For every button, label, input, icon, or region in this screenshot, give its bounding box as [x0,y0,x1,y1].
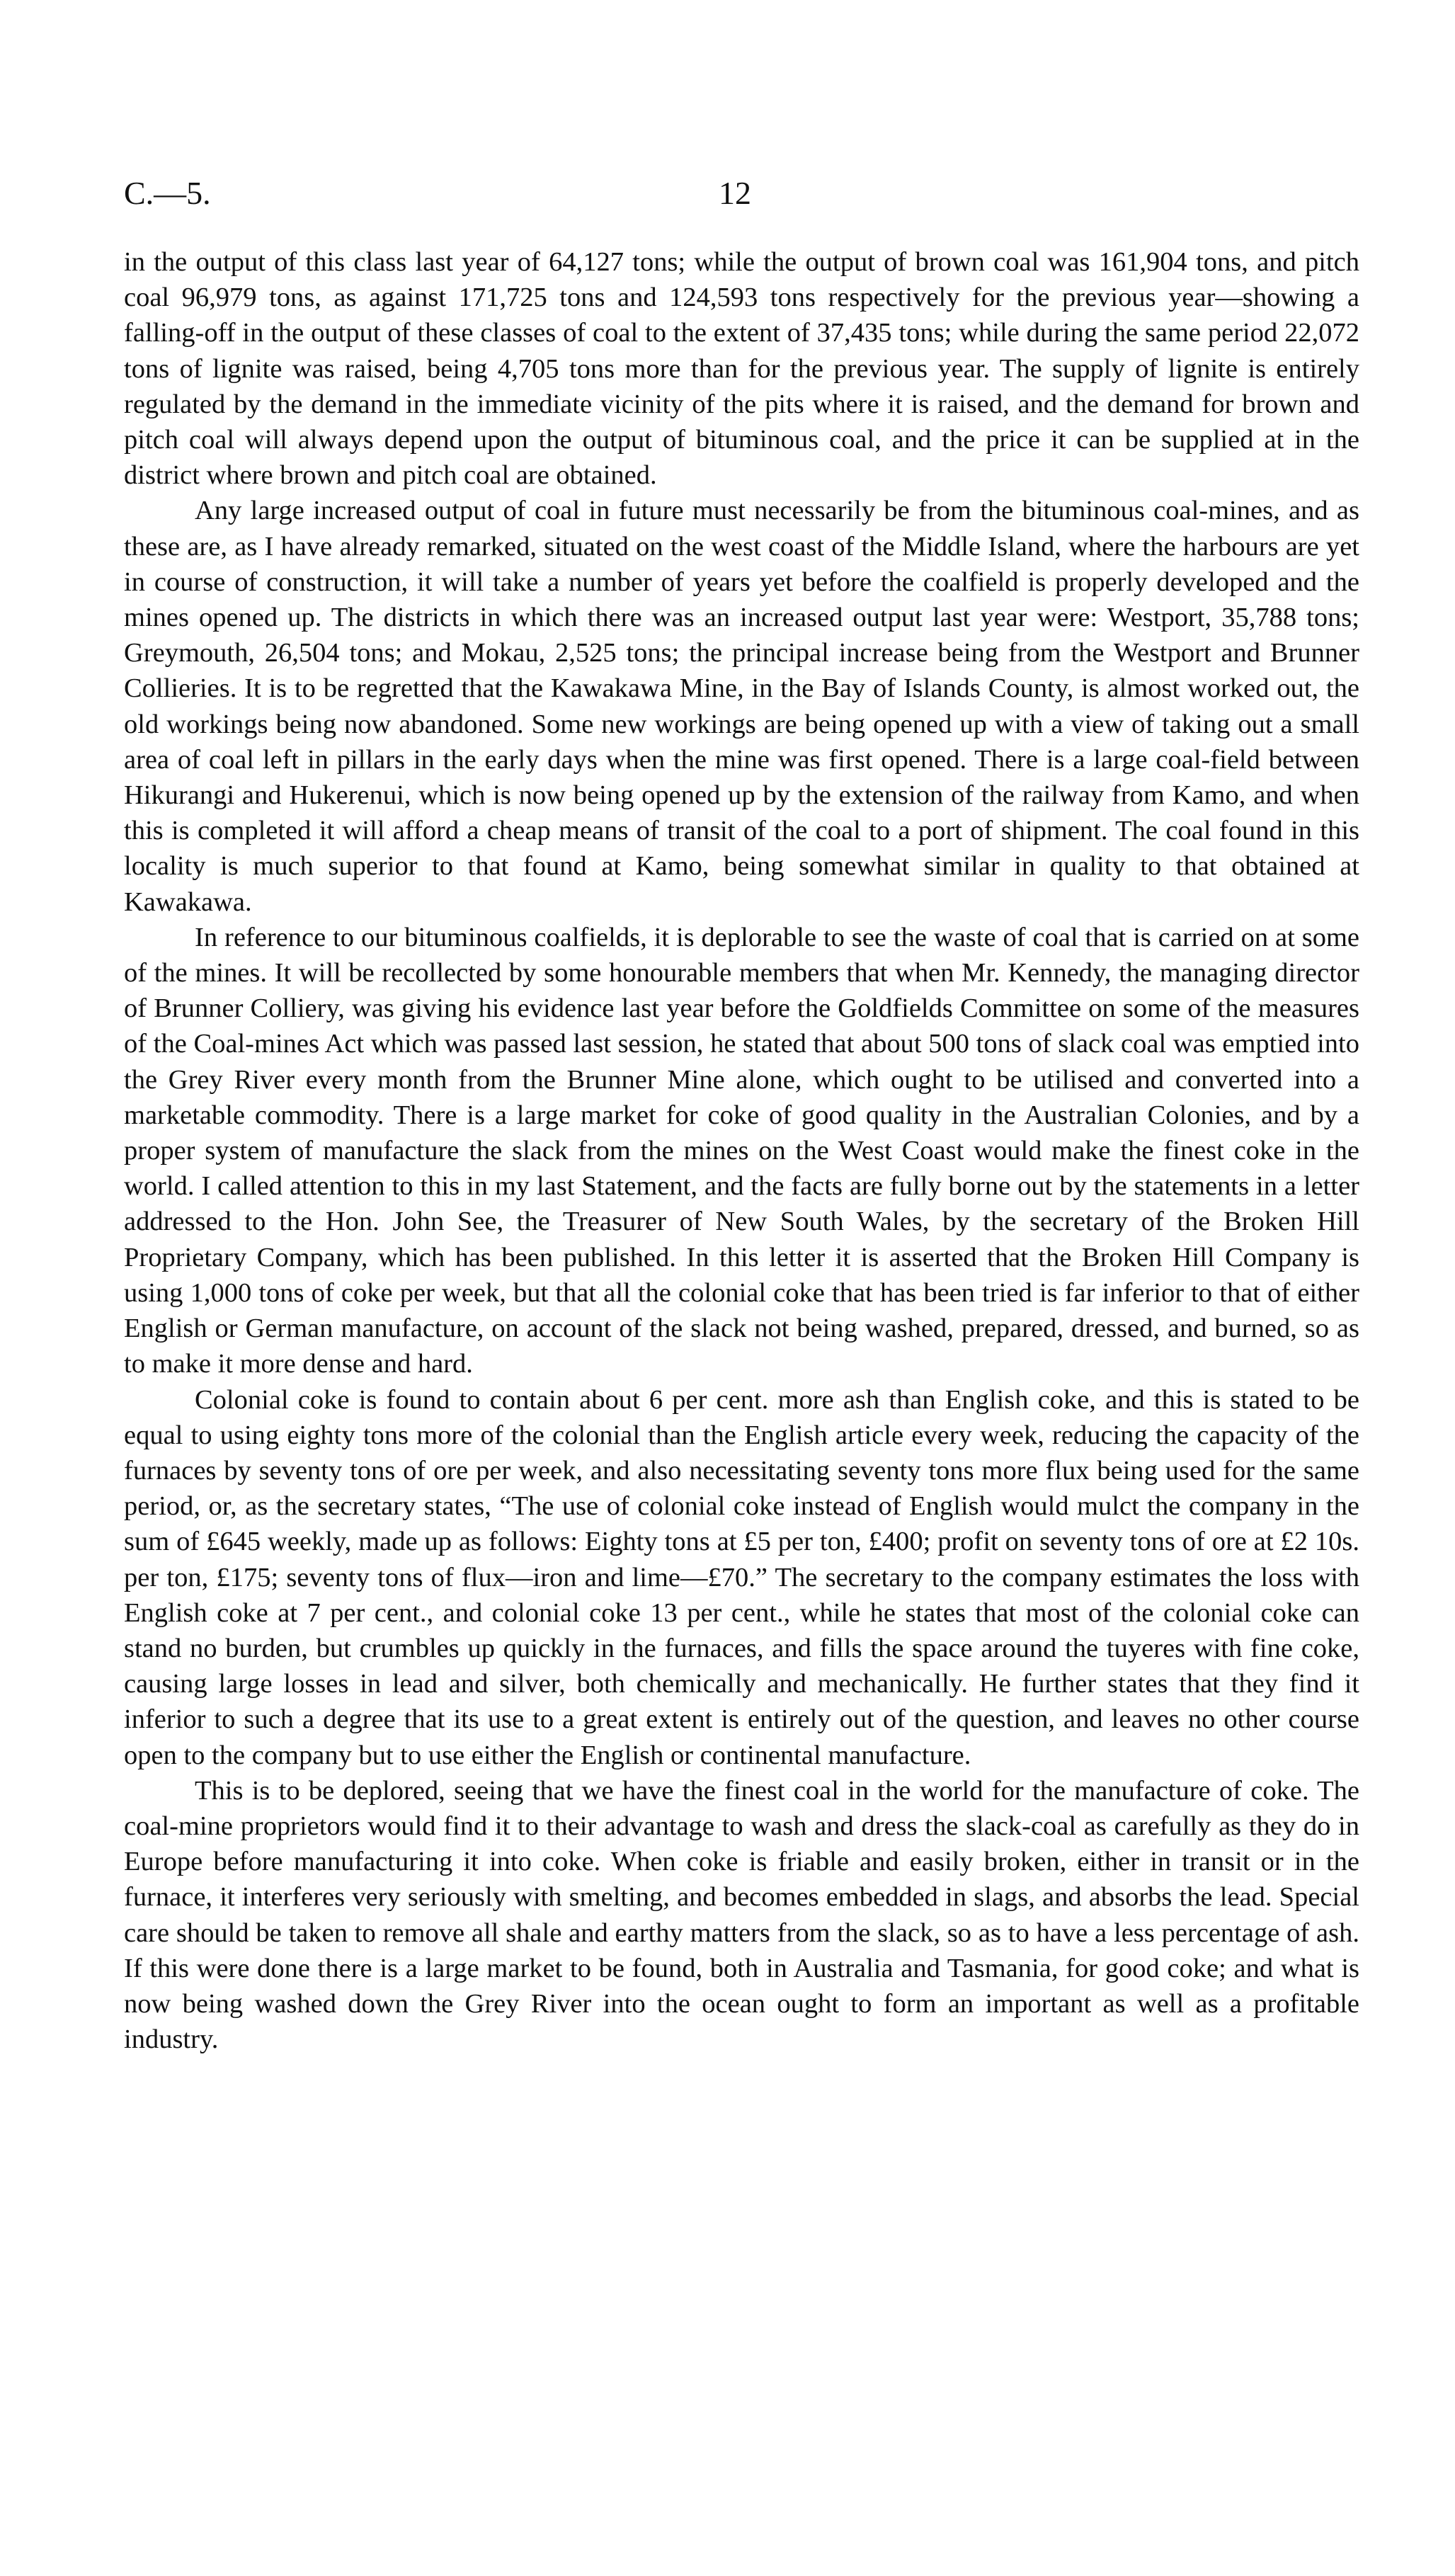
paragraph-continuation: in the output of this class last year of 64,127 tons; while the output of brown coal was 161,904 tons, and pitch coal 96,979 tons, as against 171,725 tons and 124,593 tons respectively for the previous year—showing a falling-off in the output of these classes of coal to the extent of 37,435 tons; while during the same period 22,072 tons of lignite was raised, being 4,705 tons more than for the previous year. The supply of lignite is entirely regulated by the demand in the immediate vicinity of the pits where it is raised, and the demand for brown and pitch coal will always depend upon the output of bituminous coal, and the price it can be supplied at in the district where brown and pitch coal are obtained. [124,247,1359,491]
body-text [124,244,1359,2057]
paragraph-bituminous-waste: In reference to our bituminous coalfields, it is deplorable to see the waste of coal that is carried on at some of the mines. It will be recollected by some honourable members that when Mr. Kennedy, the managing director of Brunner Colliery, was giving his evidence last year before the Goldfields Committee on some of the measures of the Coal-mines Act which was passed last session, he stated that about 500 tons of slack coal was emptied into the Grey River every month from the Brunner Mine alone, which ought to be utilised and converted into a marketable commodity. There is a large market for coke of good quality in the Australian Colonies, and by a proper system of manufacture the slack from the mines on the West Coast would make the finest coke in the world. I called attention to this in my last Statement, and the facts are fully borne out by the statements in a letter addressed to the Hon. John See, the Treasurer of New South Wales, by the secretary of the Broken Hill Proprietary Company, which has been published. In this letter it is asserted that the Broken Hill Company is using 1,000 tons of coke per week, but that all the colonial coke that has been tried is far inferior to that of either English or German manufacture, on account of the slack not being washed, prepared, dressed, and burned, so as to make it more dense and hard. [124,922,1359,1379]
document-reference: C.—5. [124,175,211,211]
page-number: 12 [719,175,751,211]
paragraph-colonial-coke: Colonial coke is found to contain about 6 per cent. more ash than English coke, and this is stated to be equal to using eighty tons more of the colonial than the English article every week, reducing the capacity of the furnaces by seventy tons of ore per week, and also necessitating seventy tons more flux being used for the same period, or, as the secretary states, “The use of colonial coke instead of English would mulct the company in the sum of £645 weekly, made up as follows: Eighty tons at £5 per ton, £400; profit on seventy tons of ore at £2 10s. per ton, £175; seventy tons of flux—iron and lime—£70.” The secretary to the company estimates the loss with English coke at 7 per cent., and colonial coke 13 per cent., while he states that most of the colonial coke can stand no burden, but crumbles up quickly in the furnaces, and fills the space around the tuyeres with fine coke, causing large losses in lead and silver, both chemically and mechanically. He further states that they find it inferior to such a degree that its use to a great extent is entirely out of the question, and leaves no other course open to the company but to use either the English or continental manufacture. [124,1384,1359,1770]
paragraph-conclusion: This is to be deplored, seeing that we have the finest coal in the world for the manufacture of coke. The coal-mine proprietors would find it to their advantage to wash and dress the slack-coal as carefully as they do in Europe before manufacturing it into coke. When coke is friable and easily broken, either in transit or in the furnace, it interferes very seriously with smelting, and becomes embedded in slags, and absorbs the lead. Special care should be taken to remove all shale and earthy matters from the slack, so as to have a less percentage of ash. If this were done there is a large market to be found, both in Australia and Tasmania, for good coke; and what is now being washed down the Grey River into the ocean ought to form an important as well as a profitable industry. [124,1775,1359,2055]
page-header [124,169,1335,218]
paragraph-coal-output: Any large increased output of coal in future must necessarily be from the bituminous coal-mines, and as these are, as I have already remarked, situated on the west coast of the Middle Island, where the harbours are yet in course of construction, it will take a number of years yet before the coalfield is properly developed and the mines opened up. The districts in which there was an increased output last year were: Westport, 35,788 tons; Greymouth, 26,504 tons; and Mokau, 2,525 tons; the principal increase being from the Westport and Brunner Collieries. It is to be regretted that the Kawakawa Mine, in the Bay of Islands County, is almost worked out, the old workings being now abandoned. Some new workings are being opened up with a view of taking out a small area of coal left in pillars in the early days when the mine was first opened. There is a large coal-field between Hikurangi and Hukerenui, which is now being opened up by the extension of the railway from Kamo, and when this is completed it will afford a cheap means of transit of the coal to a port of shipment. The coal found in this locality is much superior to that found at Kamo, being somewhat similar in quality to that obtained at Kawakawa. [124,496,1359,917]
